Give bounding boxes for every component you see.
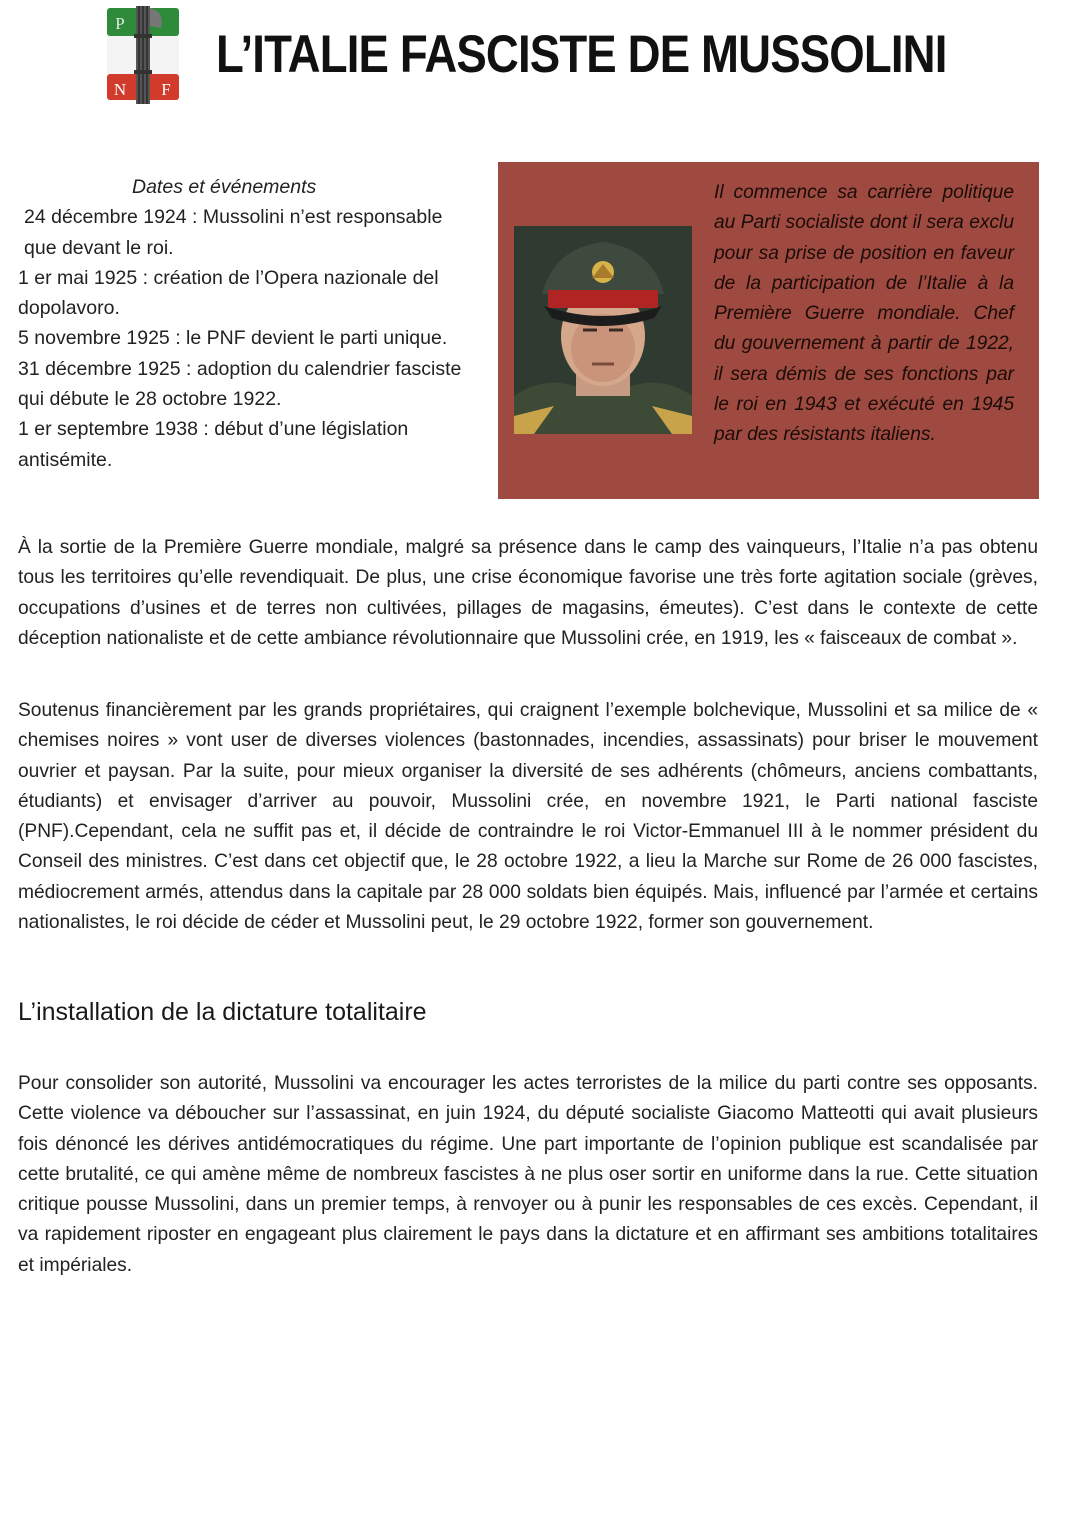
logo-letter-f: F — [161, 80, 171, 99]
biography-text: Il commence sa carrière politique au Parti socialiste dont il sera exclu pour sa prise de position en faveur de la participation de l’Italie à la Première Guerre mondiale. Chef du gouvernement à partir de 1922, il sera démis de ses fonctions par le roi en 1943 et exécuté en 1945 par des résistants italiens. — [714, 182, 1014, 446]
article-paragraph: Soutenus financièrement par les grands propriétaires, qui craignent l’exemple bolchevique, Mussolini et sa milice de « chemises noires » vont user de diverses violences (bastonnades, incendies, assassinats) pour briser le mouvement ouvrier et paysan. Par la suite, pour mieux organiser la diversité de ses adhérents (chômeurs, anciens combattants, étudiants) et envisager d’arriver au pouvoir, Mussolini crée, en novembre 1921, le Parti national fasciste (PNF).Cependant, cela ne suffit pas et, il décide de contraindre le roi Victor-Emmanuel III à le nommer président du Conseil des ministres. C’est dans cet objectif que, le 28 octobre 1922, a lieu la Marche sur Rome de 26 000 fascistes, médiocrement armés, attendus dans la capitale par 28 000 soldats bien équipés. Mais, influencé par l’armée et certains nationalistes, le roi décide de céder et Mussolini peut, le 29 octobre 1922, former son gouvernement. — [18, 700, 1038, 934]
logo-letter-p: P — [115, 14, 125, 33]
timeline-entry: 24 décembre 1924 : Mussolini n’est responsable que devant le roi. — [24, 206, 443, 259]
timeline-entry: 31 décembre 1925 : adoption du calendrier fasciste qui débute le 28 octobre 1922. — [18, 357, 462, 411]
timeline-entry: 5 novembre 1925 : le PNF devient le parti unique. — [18, 327, 448, 350]
pnf-fasces-logo-icon — [103, 4, 183, 106]
timeline-heading: Dates et événements — [132, 176, 317, 198]
page-title: L’ITALIE FASCISTE DE MUSSOLINI — [216, 25, 947, 84]
biography-box — [498, 162, 1039, 499]
article-paragraph: Pour consolider son autorité, Mussolini va encourager les actes terroristes de la milice du parti contre ses opposants. Cette violence va déboucher sur l’assassinat, en juin 1924, du député socialiste Giacomo Matteotti qui avait plusieurs fois dénoncé les dérives antidémocratiques du régime. Une part importante de l’opinion publique est scandalisée par cette brutalité, ce qui amène même de nombreux fascistes à ne plus oser sortir en uniforme dans la rue. Cette situation critique pousse Mussolini, dans un premier temps, à renvoyer ou à punir les responsables de ces excès. Cependant, il va rapidement riposter en engageant plus clairement le pays dans la dictature et en affirmant ses ambitions totalitaires et impériales. — [18, 1073, 1038, 1276]
article-paragraph: À la sortie de la Première Guerre mondiale, malgré sa présence dans le camp des vainqueurs, l’Italie n’a pas obtenu tous les territoires qu’elle revendiquait. De plus, une crise économique favorise une très forte agitation sociale (grèves, occupations d’usines et de terres non cultivées, pillages de magasins, émeutes). C’est dans le contexte de cette déception nationaliste et de cette ambiance révolutionnaire que Mussolini crée, en 1919, les « faisceaux de combat ». — [18, 537, 1038, 649]
logo-letter-n: N — [113, 80, 127, 99]
section-heading: L’installation de la dictature totalitaire — [18, 998, 427, 1026]
mussolini-portrait-icon — [514, 226, 692, 434]
timeline — [18, 172, 468, 475]
timeline-entry: 1 er mai 1925 : création de l’Opera nazionale del dopolavoro. — [18, 266, 439, 320]
timeline-entry: 1 er septembre 1938 : début d’une législation antisémite. — [18, 418, 409, 471]
